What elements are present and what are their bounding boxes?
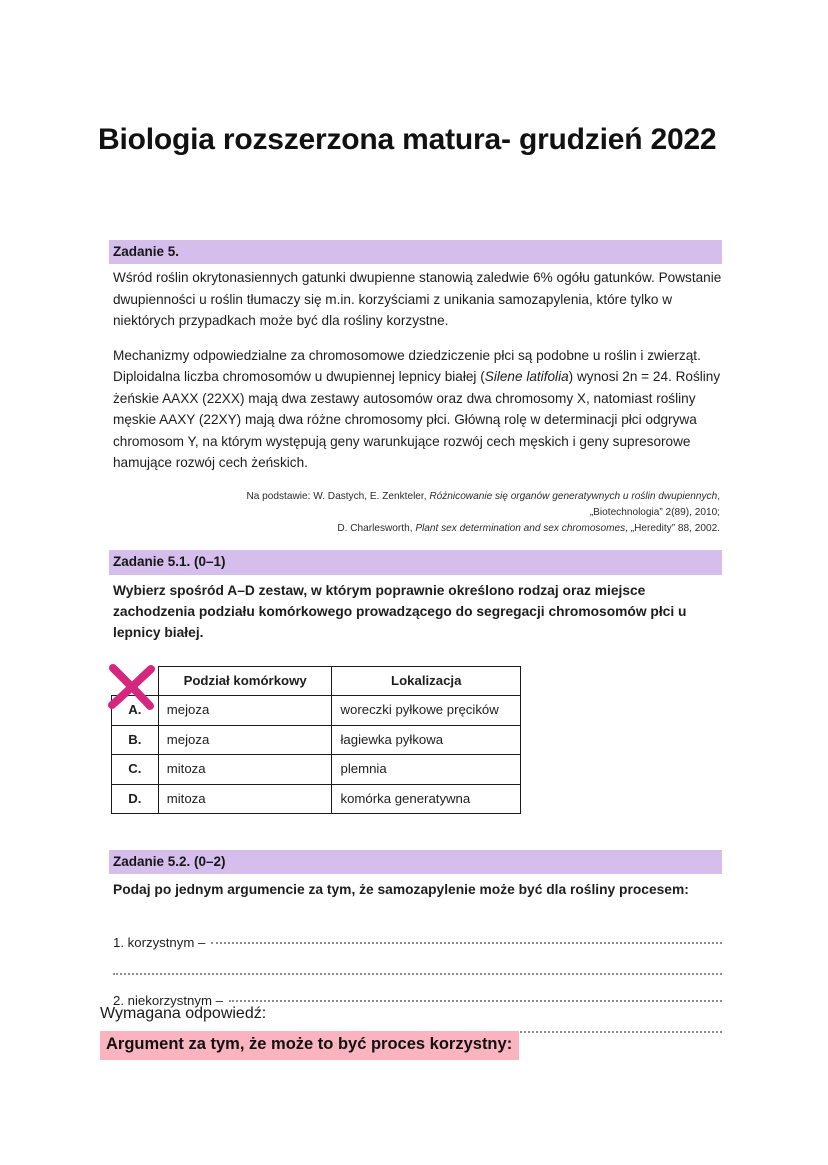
required-answer-label: Wymagana odpowiedź: xyxy=(100,1005,267,1022)
answer-dotted-line[interactable] xyxy=(229,999,722,1002)
answer-line-label: 2. niekorzystnym – xyxy=(113,992,223,1008)
option-letter: B. xyxy=(112,725,159,755)
table-header-division: Podział komórkowy xyxy=(158,666,332,696)
table-body xyxy=(112,696,521,814)
task-5-header: Zadanie 5. xyxy=(109,240,722,264)
task-5-1-prompt: Wybierz spośród A–D zestaw, w którym poprawnie określono rodzaj oraz miejsce zachodzenia podziału komórkowego prowadzącego do segregacji chromosomów płci u lepnicy białej. xyxy=(113,582,687,641)
option-location: plemnia xyxy=(332,755,521,785)
task-5-2-prompt: Podaj po jednym argumencie za tym, że samozapylenie może być dla rośliny procesem: xyxy=(113,882,689,898)
option-location: woreczki pyłkowe pręcików xyxy=(332,696,521,726)
answer-dotted-line[interactable] xyxy=(113,972,722,975)
answer-options-table xyxy=(111,666,521,815)
source-line-3-suffix: , „Heredity” 88, 2002. xyxy=(625,522,720,534)
option-location: łagiewka pyłkowa xyxy=(332,725,521,755)
option-division: mitoza xyxy=(158,755,332,785)
option-letter: D. xyxy=(112,784,159,814)
source-line-3-prefix: D. Charlesworth, xyxy=(337,522,416,534)
source-line-3-title: Plant sex determination and sex chromosomes xyxy=(415,522,626,534)
source-line-1-prefix: Na podstawie: W. Dastych, E. Zenkteler, xyxy=(246,491,430,503)
page-title: Biologia rozszerzona matura- grudzień 2022 xyxy=(98,123,717,157)
table-row[interactable] xyxy=(112,755,521,785)
spacer xyxy=(109,536,722,550)
task-5-paragraph-2-part-a: Mechanizmy odpowiedzialne za chromosomowe dziedziczenie płci są podobne u roślin i zwierząt. Diploidalna liczba chromosomów u dwupiennej lepnicy białej ( xyxy=(113,347,701,385)
task-5-paragraph-1: Wśród roślin okrytonasiennych gatunki dwupienne stanowią zaledwie 6% ogółu gatunków. Powstanie dwupienności u roślin tłumaczy się m.in. korzyściami z unikania samozapylenia, które tylko w niektórych przypadkach może być dla rośliny korzystne. xyxy=(113,270,722,329)
task-5-2-header: Zadanie 5.2. (0–2) xyxy=(109,850,722,874)
answer-line-row xyxy=(113,935,722,950)
table-header-corner xyxy=(112,666,159,696)
option-letter: A. xyxy=(112,696,159,726)
source-line-1-title: Różnicowanie się organów generatywnych u roślin dwupiennych xyxy=(429,491,718,503)
required-answer-text: Argument za tym, że może to być proces korzystny: xyxy=(100,1031,519,1060)
source-line-1-suffix: , xyxy=(717,491,720,503)
exam-sheet-scan xyxy=(109,240,722,1033)
answer-dotted-line[interactable] xyxy=(211,941,722,944)
source-line-3 xyxy=(109,521,720,537)
table-head xyxy=(112,666,521,696)
option-letter: C. xyxy=(112,755,159,785)
task-5-paragraph-2 xyxy=(113,345,722,474)
species-name: Silene latifolia xyxy=(484,369,569,385)
answer-line-label: 1. korzystnym – xyxy=(113,934,206,950)
option-location: komórka generatywna xyxy=(332,784,521,814)
option-division: mitoza xyxy=(158,784,332,814)
table-header-location: Lokalizacja xyxy=(332,666,521,696)
source-citation xyxy=(109,489,722,536)
table-row[interactable] xyxy=(112,725,521,755)
answer-options-table-wrapper xyxy=(111,666,521,815)
option-division: mejoza xyxy=(158,725,332,755)
table-row[interactable] xyxy=(112,696,521,726)
required-answer-section xyxy=(100,1004,740,1060)
task-5-1-header: Zadanie 5.1. (0–1) xyxy=(109,550,722,574)
source-line-2: „Biotechnologia” 2(89), 2010; xyxy=(589,507,720,519)
spacer xyxy=(109,814,722,850)
task-5-paragraph-2-part-b: ) wynosi 2n = 24. Rośliny żeńskie AAXX (22XX) mają dwa zestawy autosomów oraz dwa chromosomy X, natomiast rośliny męskie AAXY (22XY) mają dwa różne chromosomy płci. Główną rolę w determinacji płci odgrywa chromosom Y, na którym występują geny warunkujące rozwój cech męskich i geny supresorowe hamujące rozwój cech żeńskich. xyxy=(113,369,721,470)
source-line-1 xyxy=(109,489,720,505)
table-header-row xyxy=(112,666,521,696)
option-division: mejoza xyxy=(158,696,332,726)
table-row[interactable] xyxy=(112,784,521,814)
